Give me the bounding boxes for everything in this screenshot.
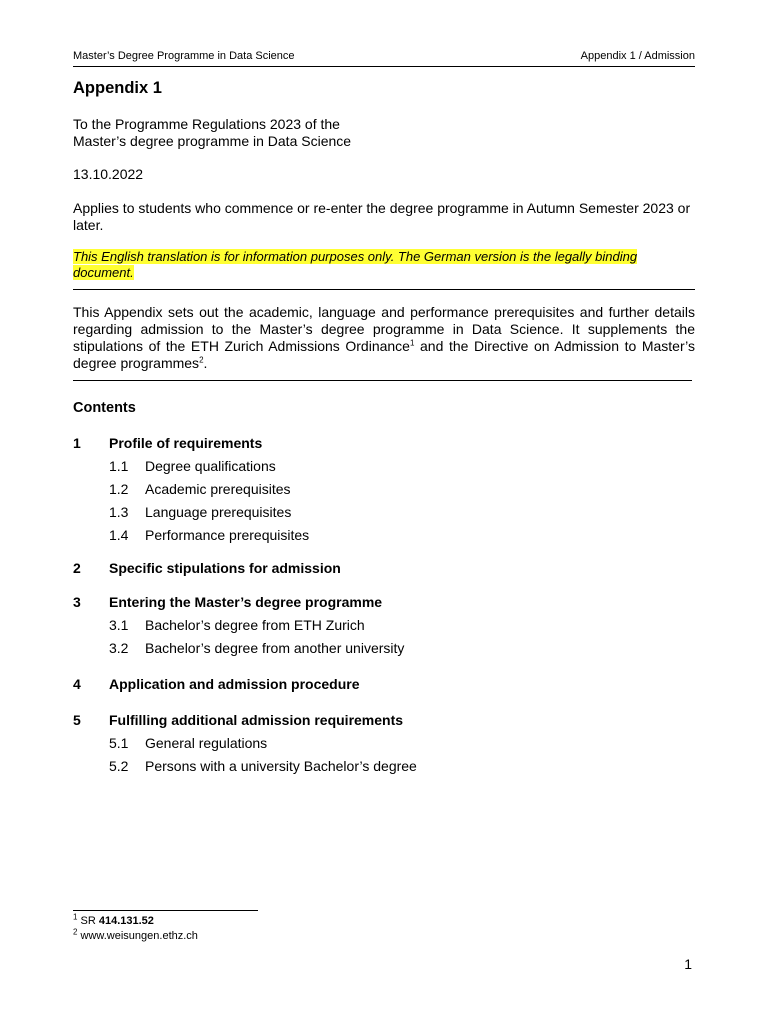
body-divider (73, 380, 692, 381)
toc-subsection-label: Bachelor’s degree from another university (145, 640, 405, 656)
toc-subsection-number: 5.2 (109, 758, 129, 774)
contents-heading: Contents (73, 400, 136, 416)
running-header-right: Appendix 1 / Admission (580, 50, 695, 62)
document-date: 13.10.2022 (73, 166, 144, 182)
footnote-ref-1[interactable]: 1 (409, 338, 415, 348)
toc-section-label: Profile of requirements (109, 435, 263, 451)
footnote-link[interactable]: www.weisungen.ethz.ch (80, 930, 198, 942)
toc-section-number: 3 (73, 594, 81, 610)
translation-notice (73, 249, 695, 281)
toc-subsection-number: 3.2 (109, 640, 129, 656)
toc-section-label: Application and admission procedure (109, 676, 360, 692)
toc-subsection-number: 3.1 (109, 617, 129, 633)
toc-subsection-label: Performance prerequisites (145, 527, 310, 543)
footnote-prefix: SR (80, 915, 99, 927)
toc-subsection-label: Bachelor’s degree from ETH Zurich (145, 617, 365, 633)
body-text-part-1: This Appendix sets out the academic, language and performance prerequisites and further details regarding admission to the Master’s degree programme in Data Science. It supplements the stipulations of the ETH Zurich Admissions Ordinance (73, 304, 695, 354)
page-number: 1 (684, 956, 692, 972)
page-title: Appendix 1 (73, 79, 162, 97)
body-text-part-2: and the Directive on Admission to Master’s degree programmes (73, 338, 695, 371)
notice-divider (73, 289, 695, 290)
intro-paragraph (73, 116, 695, 150)
footnote-divider (73, 910, 258, 911)
toc-subsection-label: General regulations (145, 735, 268, 751)
footnote-1 (73, 912, 154, 927)
footnote-mark: 1 (73, 912, 78, 922)
running-header-left: Master’s Degree Programme in Data Science (73, 50, 295, 62)
body-text-part-3: . (203, 355, 208, 371)
toc-section-label: Specific stipulations for admission (109, 560, 341, 576)
intro-line-2: Master’s degree programme in Data Science (73, 133, 352, 149)
toc-section-number: 4 (73, 676, 81, 692)
footnote-mark: 2 (73, 927, 78, 937)
translation-notice-text: This English translation is for information purposes only. The German version is the legally binding document. (73, 249, 638, 280)
toc-subsection-label: Persons with a university Bachelor’s degree (145, 758, 417, 774)
footnote-ref-2[interactable]: 2 (199, 355, 204, 365)
footnote-text: 414.131.52 (98, 915, 154, 927)
toc-subsection-number: 1.3 (109, 504, 129, 520)
toc-subsection-number: 1.1 (109, 458, 129, 474)
applies-paragraph: Applies to students who commence or re-enter the degree programme in Autumn Semester 2023 or later. (73, 200, 691, 233)
toc-subsection-label: Degree qualifications (145, 458, 276, 474)
toc-subsection-label: Language prerequisites (145, 504, 292, 520)
toc-section-label: Fulfilling additional admission requirements (109, 712, 404, 728)
footnote-2 (73, 927, 198, 942)
toc-subsection-number: 5.1 (109, 735, 129, 751)
toc-section-number: 1 (73, 435, 81, 451)
toc-subsection-number: 1.4 (109, 527, 129, 543)
intro-line-1: To the Programme Regulations 2023 of the (73, 116, 340, 132)
toc-section-number: 2 (73, 560, 81, 576)
body-paragraph (73, 304, 695, 372)
toc-section-label: Entering the Master’s degree programme (109, 594, 383, 610)
toc-subsection-number: 1.2 (109, 481, 129, 497)
toc-section-number: 5 (73, 712, 81, 728)
toc-subsection-label: Academic prerequisites (145, 481, 291, 497)
header-divider (73, 66, 695, 67)
